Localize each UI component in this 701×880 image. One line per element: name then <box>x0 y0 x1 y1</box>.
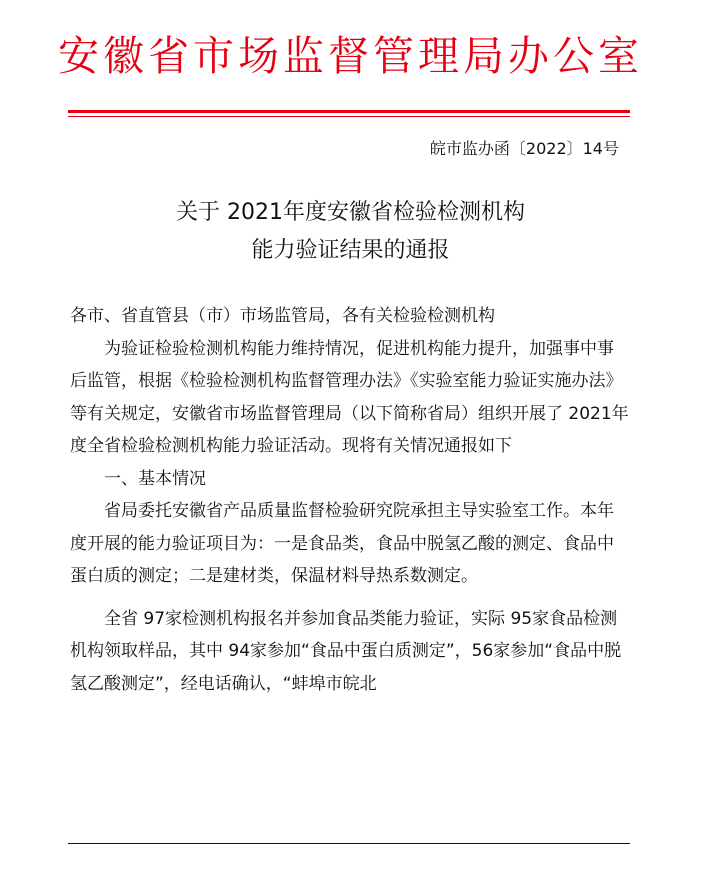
document-title-line-1: 关于 2021年度安徽省检验检测机构 <box>176 200 525 225</box>
issuing-office-title: 安徽省市场监督管理局办公室 <box>58 32 643 80</box>
header-red-rule-thin <box>68 116 630 117</box>
footer-rule <box>68 843 630 844</box>
paragraph-gap <box>70 593 630 603</box>
document-body <box>70 300 630 700</box>
body-paragraph-2: 省局委托安徽省产品质量监督检验研究院承担主导实验室工作。本年度开展的能力验证项目为：一是食品类，食品中脱氢乙酸的测定、食品中蛋白质的测定；二是建材类，保温材料导热系数测定。 <box>70 501 614 586</box>
document-title-line-2: 能力验证结果的通报 <box>251 238 450 263</box>
body-paragraph-1: 为验证检验检测机构能力维持情况，促进机构能力提升，加强事中事后监管，根据《检验检测机构监督管理办法》《实验室能力验证实施办法》等有关规定，安徽省市场监督管理局（以下简称省局）组织开展了 2021年度全省检验检测机构能力验证活动。现将有关情况通报如下 <box>70 338 629 456</box>
section-1-heading: 一、基本情况 <box>104 468 206 489</box>
header-red-rule-thick <box>68 110 630 113</box>
addressee-line: 各市、省直管县（市）市场监管局，各有关检验检测机构 <box>70 306 495 326</box>
document-number: 皖市监办函〔2022〕14号 <box>429 139 619 158</box>
body-paragraph-3: 全省 97家检测机构报名并参加食品类能力验证，实际 95家食品检测机构领取样品，其中 94家参加“食品中蛋白质测定”，56家参加“食品中脱氢乙酸测定”，经电话确认，“蚌埠市皖北 <box>70 608 622 694</box>
